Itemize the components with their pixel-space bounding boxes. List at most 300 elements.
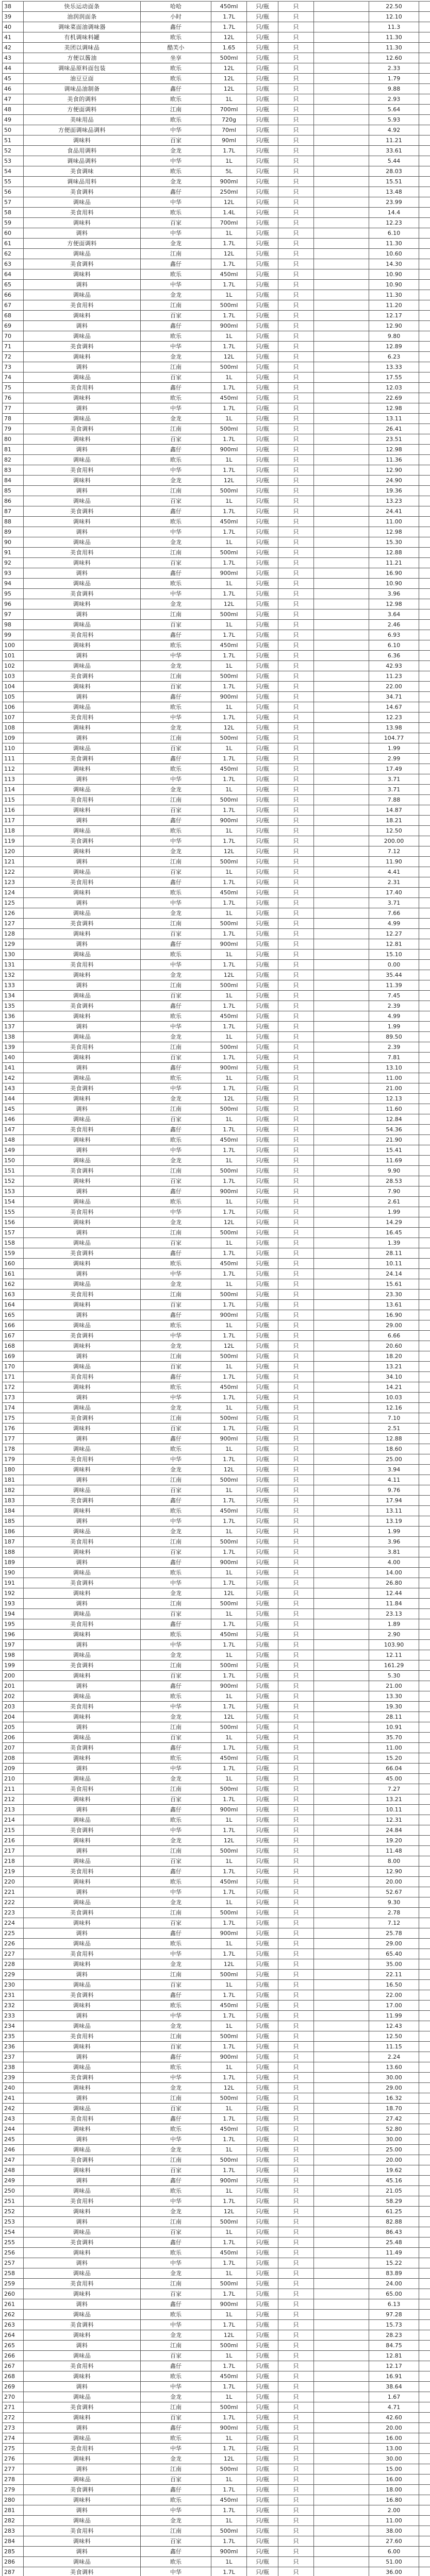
table-row — [3, 2423, 430, 2433]
table-row — [3, 877, 430, 888]
spec-cell: 450ml — [211, 1506, 247, 1516]
remark-cell — [314, 2134, 369, 2145]
spec-cell: 1.7L — [211, 2165, 247, 2176]
remark-cell — [314, 1691, 369, 1702]
unit-cell: 只 — [278, 1485, 314, 1496]
brand-cell: 金龙 — [141, 1403, 211, 1413]
brand-cell: 百家 — [141, 1794, 211, 1805]
pack-unit-cell: 只/瓶 — [247, 1290, 278, 1300]
product-name-cell: 美食用料 — [24, 2361, 141, 2371]
table-row — [3, 1156, 430, 1166]
remark-cell — [314, 1527, 369, 1537]
product-name-cell: 调味品 — [24, 2351, 141, 2361]
product-name-cell: 调味品 — [24, 1032, 141, 1042]
brand-cell: 欧乐 — [141, 2248, 211, 2258]
unit-cell: 只 — [278, 1393, 314, 1403]
table-row — [3, 2330, 430, 2341]
table-row — [3, 2134, 430, 2145]
pack-unit-cell: 只/瓶 — [247, 1671, 278, 1681]
unit-cell: 只 — [278, 486, 314, 496]
remark-cell — [314, 1722, 369, 1733]
note-cell — [419, 1578, 430, 1588]
unit-cell: 只 — [278, 187, 314, 197]
brand-cell: 中华 — [141, 197, 211, 208]
spec-cell: 12L — [211, 84, 247, 94]
unit-cell: 只 — [278, 259, 314, 269]
row-number-cell: 287 — [3, 2567, 24, 2576]
product-name-cell: 调味料 — [24, 723, 141, 733]
remark-cell — [314, 22, 369, 32]
pack-unit-cell: 只/瓶 — [247, 630, 278, 640]
brand-cell: 欧乐 — [141, 63, 211, 74]
pack-unit-cell: 只/瓶 — [247, 455, 278, 465]
remark-cell — [314, 733, 369, 743]
remark-cell — [314, 1042, 369, 1053]
product-name-cell: 调味品 — [24, 1568, 141, 1578]
price-cell: 2.90 — [369, 1630, 419, 1640]
pack-unit-cell: 只/瓶 — [247, 1331, 278, 1341]
row-number-cell: 222 — [3, 1897, 24, 1908]
row-number-cell: 76 — [3, 393, 24, 403]
table-row — [3, 146, 430, 156]
remark-cell — [314, 1444, 369, 1454]
product-name-cell: 调味品 — [24, 2516, 141, 2526]
brand-cell: 金龙 — [141, 537, 211, 548]
spec-cell: 450ml — [211, 2495, 247, 2505]
pack-unit-cell: 只/瓶 — [247, 177, 278, 187]
row-number-cell: 57 — [3, 197, 24, 208]
spec-cell: 1L — [211, 1980, 247, 1990]
unit-cell: 只 — [278, 2547, 314, 2557]
spec-cell: 1.7L — [211, 1640, 247, 1650]
table-row — [3, 156, 430, 166]
remark-cell — [314, 2547, 369, 2557]
spec-cell: 12L — [211, 1094, 247, 1104]
unit-cell: 只 — [278, 1176, 314, 1187]
note-cell — [419, 2444, 430, 2454]
brand-cell: 百家 — [141, 1547, 211, 1557]
product-name-cell: 调味品调料 — [24, 156, 141, 166]
note-cell — [419, 1187, 430, 1197]
row-number-cell: 95 — [3, 589, 24, 599]
brand-cell: 江南 — [141, 2526, 211, 2536]
table-row — [3, 1269, 430, 1279]
remark-cell — [314, 2021, 369, 2031]
table-row — [3, 2341, 430, 2351]
pack-unit-cell: 只/瓶 — [247, 125, 278, 135]
pack-unit-cell: 只/瓶 — [247, 1382, 278, 1393]
note-cell — [419, 702, 430, 713]
brand-cell: 江南 — [141, 105, 211, 115]
spec-cell: 1L — [211, 1485, 247, 1496]
price-cell: 21.05 — [369, 2186, 419, 2196]
pack-unit-cell: 只/瓶 — [247, 1702, 278, 1712]
row-number-cell: 217 — [3, 1846, 24, 1856]
unit-cell: 只 — [278, 300, 314, 311]
unit-cell: 只 — [278, 2505, 314, 2516]
row-number-cell: 102 — [3, 661, 24, 671]
note-cell — [419, 867, 430, 877]
table-row — [3, 84, 430, 94]
table-row — [3, 2124, 430, 2134]
brand-cell: 金龙 — [141, 846, 211, 857]
unit-cell: 只 — [278, 2248, 314, 2258]
unit-cell: 只 — [278, 1053, 314, 1063]
row-number-cell: 223 — [3, 1908, 24, 1918]
row-number-cell: 249 — [3, 2176, 24, 2186]
price-cell: 2.39 — [369, 1001, 419, 1011]
price-cell: 35.00 — [369, 1959, 419, 1970]
product-name-cell: 美团以调味品 — [24, 43, 141, 53]
row-number-cell: 135 — [3, 1001, 24, 1011]
row-number-cell: 41 — [3, 32, 24, 43]
note-cell — [419, 166, 430, 177]
remark-cell — [314, 2444, 369, 2454]
table-row — [3, 2557, 430, 2567]
unit-cell: 只 — [278, 1599, 314, 1609]
brand-cell: 欧乐 — [141, 1259, 211, 1269]
brand-cell: 中华 — [141, 342, 211, 352]
row-number-cell: 244 — [3, 2124, 24, 2134]
remark-cell — [314, 919, 369, 929]
pack-unit-cell: 只/瓶 — [247, 63, 278, 74]
brand-cell: 小时 — [141, 12, 211, 22]
pack-unit-cell: 只/瓶 — [247, 1630, 278, 1640]
row-number-cell: 269 — [3, 2382, 24, 2392]
table-row — [3, 1516, 430, 1527]
row-number-cell: 77 — [3, 403, 24, 414]
row-number-cell: 274 — [3, 2433, 24, 2444]
spec-cell: 720g — [211, 115, 247, 125]
row-number-cell: 44 — [3, 63, 24, 74]
pack-unit-cell: 只/瓶 — [247, 1083, 278, 1094]
remark-cell — [314, 1764, 369, 1774]
brand-cell: 金龙 — [141, 414, 211, 424]
pack-unit-cell: 只/瓶 — [247, 1465, 278, 1475]
row-number-cell: 81 — [3, 445, 24, 455]
brand-cell: 坐享 — [141, 53, 211, 63]
price-cell: 84.75 — [369, 2341, 419, 2351]
table-row — [3, 826, 430, 836]
product-name-cell: 美食调料 — [24, 1496, 141, 1506]
unit-cell: 只 — [278, 733, 314, 743]
note-cell — [419, 1001, 430, 1011]
brand-cell: 中华 — [141, 1764, 211, 1774]
unit-cell: 只 — [278, 1537, 314, 1547]
unit-cell: 只 — [278, 2320, 314, 2330]
table-row — [3, 208, 430, 218]
product-name-cell: 调味品 — [24, 537, 141, 548]
pack-unit-cell: 只/瓶 — [247, 1557, 278, 1568]
spec-cell: 900ml — [211, 1805, 247, 1815]
row-number-cell: 266 — [3, 2351, 24, 2361]
note-cell — [419, 1197, 430, 1207]
table-row — [3, 2547, 430, 2557]
table-row — [3, 929, 430, 939]
unit-cell: 只 — [278, 620, 314, 630]
brand-cell: 百家 — [141, 805, 211, 816]
pack-unit-cell: 只/瓶 — [247, 1650, 278, 1660]
table-row — [3, 908, 430, 919]
note-cell — [419, 1063, 430, 1073]
price-cell: 12.84 — [369, 1114, 419, 1125]
remark-cell — [314, 290, 369, 300]
price-cell: 2.78 — [369, 1908, 419, 1918]
spec-cell: 500ml — [211, 1846, 247, 1856]
brand-cell: 金龙 — [141, 239, 211, 249]
note-cell — [419, 1485, 430, 1496]
table-row — [3, 1434, 430, 1444]
brand-cell: 哈哈 — [141, 2, 211, 12]
spec-cell: 1.7L — [211, 280, 247, 290]
product-name-cell: 调味料 — [24, 2207, 141, 2217]
note-cell — [419, 177, 430, 187]
pack-unit-cell: 只/瓶 — [247, 1485, 278, 1496]
note-cell — [419, 197, 430, 208]
product-name-cell: 调味料 — [24, 2124, 141, 2134]
note-cell — [419, 362, 430, 372]
price-cell: 15.61 — [369, 1279, 419, 1290]
row-number-cell: 196 — [3, 1630, 24, 1640]
pack-unit-cell: 只/瓶 — [247, 1547, 278, 1557]
unit-cell: 只 — [278, 2392, 314, 2402]
product-name-cell: 调味品 — [24, 1980, 141, 1990]
note-cell — [419, 2464, 430, 2475]
table-row — [3, 1413, 430, 1423]
row-number-cell: 251 — [3, 2196, 24, 2207]
brand-cell: 鑫仔 — [141, 692, 211, 702]
note-cell — [419, 434, 430, 445]
price-cell: 11.23 — [369, 671, 419, 682]
brand-cell: 江南 — [141, 1660, 211, 1671]
row-number-cell: 214 — [3, 1815, 24, 1825]
unit-cell: 只 — [278, 960, 314, 970]
product-name-cell: 调味料 — [24, 599, 141, 609]
product-name-cell: 调味菜面油调味器 — [24, 22, 141, 32]
price-cell: 66.04 — [369, 1764, 419, 1774]
price-cell: 18.20 — [369, 1351, 419, 1362]
table-row — [3, 1908, 430, 1918]
table-row — [3, 764, 430, 774]
remark-cell — [314, 2104, 369, 2114]
table-row — [3, 280, 430, 290]
price-cell: 19.30 — [369, 1702, 419, 1712]
spec-cell: 1L — [211, 620, 247, 630]
row-number-cell: 99 — [3, 630, 24, 640]
price-cell: 1.67 — [369, 2392, 419, 2402]
remark-cell — [314, 1794, 369, 1805]
note-cell — [419, 2330, 430, 2341]
brand-cell: 江南 — [141, 1228, 211, 1238]
unit-cell: 只 — [278, 2289, 314, 2299]
note-cell — [419, 1825, 430, 1836]
note-cell — [419, 1527, 430, 1537]
product-name-cell: 调味品 — [24, 1238, 141, 1248]
product-name-cell: 调味品 — [24, 1774, 141, 1784]
product-name-cell: 美食用料 — [24, 1454, 141, 1465]
note-cell — [419, 774, 430, 785]
table-row — [3, 311, 430, 321]
row-number-cell: 146 — [3, 1114, 24, 1125]
table-row — [3, 506, 430, 517]
row-number-cell: 283 — [3, 2526, 24, 2536]
pack-unit-cell: 只/瓶 — [247, 300, 278, 311]
row-number-cell: 184 — [3, 1506, 24, 1516]
pack-unit-cell: 只/瓶 — [247, 1279, 278, 1290]
spec-cell: 1.7L — [211, 1516, 247, 1527]
row-number-cell: 52 — [3, 146, 24, 156]
unit-cell: 只 — [278, 1660, 314, 1671]
remark-cell — [314, 774, 369, 785]
row-number-cell: 91 — [3, 548, 24, 558]
row-number-cell: 225 — [3, 1928, 24, 1939]
remark-cell — [314, 867, 369, 877]
pack-unit-cell: 只/瓶 — [247, 1949, 278, 1959]
remark-cell — [314, 2207, 369, 2217]
row-number-cell: 121 — [3, 857, 24, 867]
product-name-cell: 调味品 — [24, 1320, 141, 1331]
price-cell: 14.21 — [369, 1382, 419, 1393]
row-number-cell: 208 — [3, 1753, 24, 1764]
row-number-cell: 164 — [3, 1300, 24, 1310]
table-row — [3, 2567, 430, 2576]
row-number-cell: 278 — [3, 2475, 24, 2485]
unit-cell: 只 — [278, 2495, 314, 2505]
table-row — [3, 197, 430, 208]
price-cell: 65.40 — [369, 1949, 419, 1959]
price-cell: 23.99 — [369, 197, 419, 208]
table-row — [3, 1238, 430, 1248]
pack-unit-cell: 只/瓶 — [247, 43, 278, 53]
product-name-cell: 调味料 — [24, 1918, 141, 1928]
brand-cell: 金龙 — [141, 1588, 211, 1599]
product-name-cell: 美食调料 — [24, 2485, 141, 2495]
row-number-cell: 178 — [3, 1444, 24, 1454]
brand-cell: 金龙 — [141, 785, 211, 795]
note-cell — [419, 1537, 430, 1547]
row-number-cell: 87 — [3, 506, 24, 517]
remark-cell — [314, 826, 369, 836]
table-row — [3, 105, 430, 115]
remark-cell — [314, 1650, 369, 1660]
unit-cell: 只 — [278, 2093, 314, 2104]
brand-cell: 中华 — [141, 1393, 211, 1403]
unit-cell: 只 — [278, 1650, 314, 1660]
unit-cell: 只 — [278, 197, 314, 208]
row-number-cell: 51 — [3, 135, 24, 146]
spec-cell: 500ml — [211, 548, 247, 558]
remark-cell — [314, 1382, 369, 1393]
pack-unit-cell: 只/瓶 — [247, 208, 278, 218]
row-number-cell: 255 — [3, 2238, 24, 2248]
price-cell: 2.33 — [369, 63, 419, 74]
price-cell: 12.43 — [369, 2021, 419, 2031]
row-number-cell: 194 — [3, 1609, 24, 1619]
note-cell — [419, 1753, 430, 1764]
note-cell — [419, 2073, 430, 2083]
spec-cell: 1L — [211, 1691, 247, 1702]
row-number-cell: 271 — [3, 2402, 24, 2413]
table-row — [3, 1856, 430, 1867]
product-name-cell: 调料 — [24, 898, 141, 908]
row-number-cell: 94 — [3, 579, 24, 589]
brand-cell: 欧乐 — [141, 1444, 211, 1454]
price-cell: 16.91 — [369, 2371, 419, 2382]
remark-cell — [314, 1011, 369, 1022]
row-number-cell: 240 — [3, 2083, 24, 2093]
table-row — [3, 1527, 430, 1537]
product-name-cell: 调味品原料面包装 — [24, 63, 141, 74]
unit-cell: 只 — [278, 2371, 314, 2382]
remark-cell — [314, 888, 369, 898]
note-cell — [419, 115, 430, 125]
table-row — [3, 1928, 430, 1939]
unit-cell: 只 — [278, 1805, 314, 1815]
table-row — [3, 970, 430, 980]
unit-cell: 只 — [278, 331, 314, 342]
pack-unit-cell: 只/瓶 — [247, 1578, 278, 1588]
remark-cell — [314, 2248, 369, 2258]
product-name-cell: 调味料 — [24, 1300, 141, 1310]
brand-cell: 江南 — [141, 1290, 211, 1300]
note-cell — [419, 2093, 430, 2104]
table-row — [3, 331, 430, 342]
product-name-cell: 调料 — [24, 2423, 141, 2433]
note-cell — [419, 919, 430, 929]
price-cell: 28.23 — [369, 2330, 419, 2341]
remark-cell — [314, 1805, 369, 1815]
table-row — [3, 1341, 430, 1351]
price-cell: 1.99 — [369, 1527, 419, 1537]
unit-cell: 只 — [278, 2258, 314, 2268]
note-cell — [419, 2495, 430, 2505]
unit-cell: 只 — [278, 950, 314, 960]
spec-cell: 900ml — [211, 321, 247, 331]
product-name-cell: 调料 — [24, 2093, 141, 2104]
brand-cell: 百家 — [141, 2536, 211, 2547]
pack-unit-cell: 只/瓶 — [247, 2155, 278, 2165]
table-row — [3, 486, 430, 496]
unit-cell: 只 — [278, 2217, 314, 2227]
brand-cell: 中华 — [141, 1331, 211, 1341]
table-row — [3, 2320, 430, 2330]
price-cell: 13.30 — [369, 1691, 419, 1702]
price-cell: 11.15 — [369, 2042, 419, 2052]
spec-cell: 1L — [211, 496, 247, 506]
table-row — [3, 1248, 430, 1259]
table-row — [3, 651, 430, 661]
price-cell: 14.30 — [369, 259, 419, 269]
product-name-cell: 食品用调料 — [24, 146, 141, 156]
note-cell — [419, 1114, 430, 1125]
unit-cell: 只 — [278, 1743, 314, 1753]
price-cell: 11.30 — [369, 43, 419, 53]
row-number-cell: 273 — [3, 2423, 24, 2433]
pack-unit-cell: 只/瓶 — [247, 2444, 278, 2454]
pack-unit-cell: 只/瓶 — [247, 1928, 278, 1939]
spec-cell: 1.7L — [211, 2258, 247, 2268]
note-cell — [419, 568, 430, 579]
brand-cell: 江南 — [141, 486, 211, 496]
brand-cell: 金龙 — [141, 1774, 211, 1784]
row-number-cell: 55 — [3, 177, 24, 187]
price-cell: 86.43 — [369, 2227, 419, 2238]
table-row — [3, 1166, 430, 1176]
brand-cell: 欧乐 — [141, 393, 211, 403]
note-cell — [419, 1815, 430, 1825]
spec-cell: 5L — [211, 166, 247, 177]
brand-cell: 鑫仔 — [141, 84, 211, 94]
